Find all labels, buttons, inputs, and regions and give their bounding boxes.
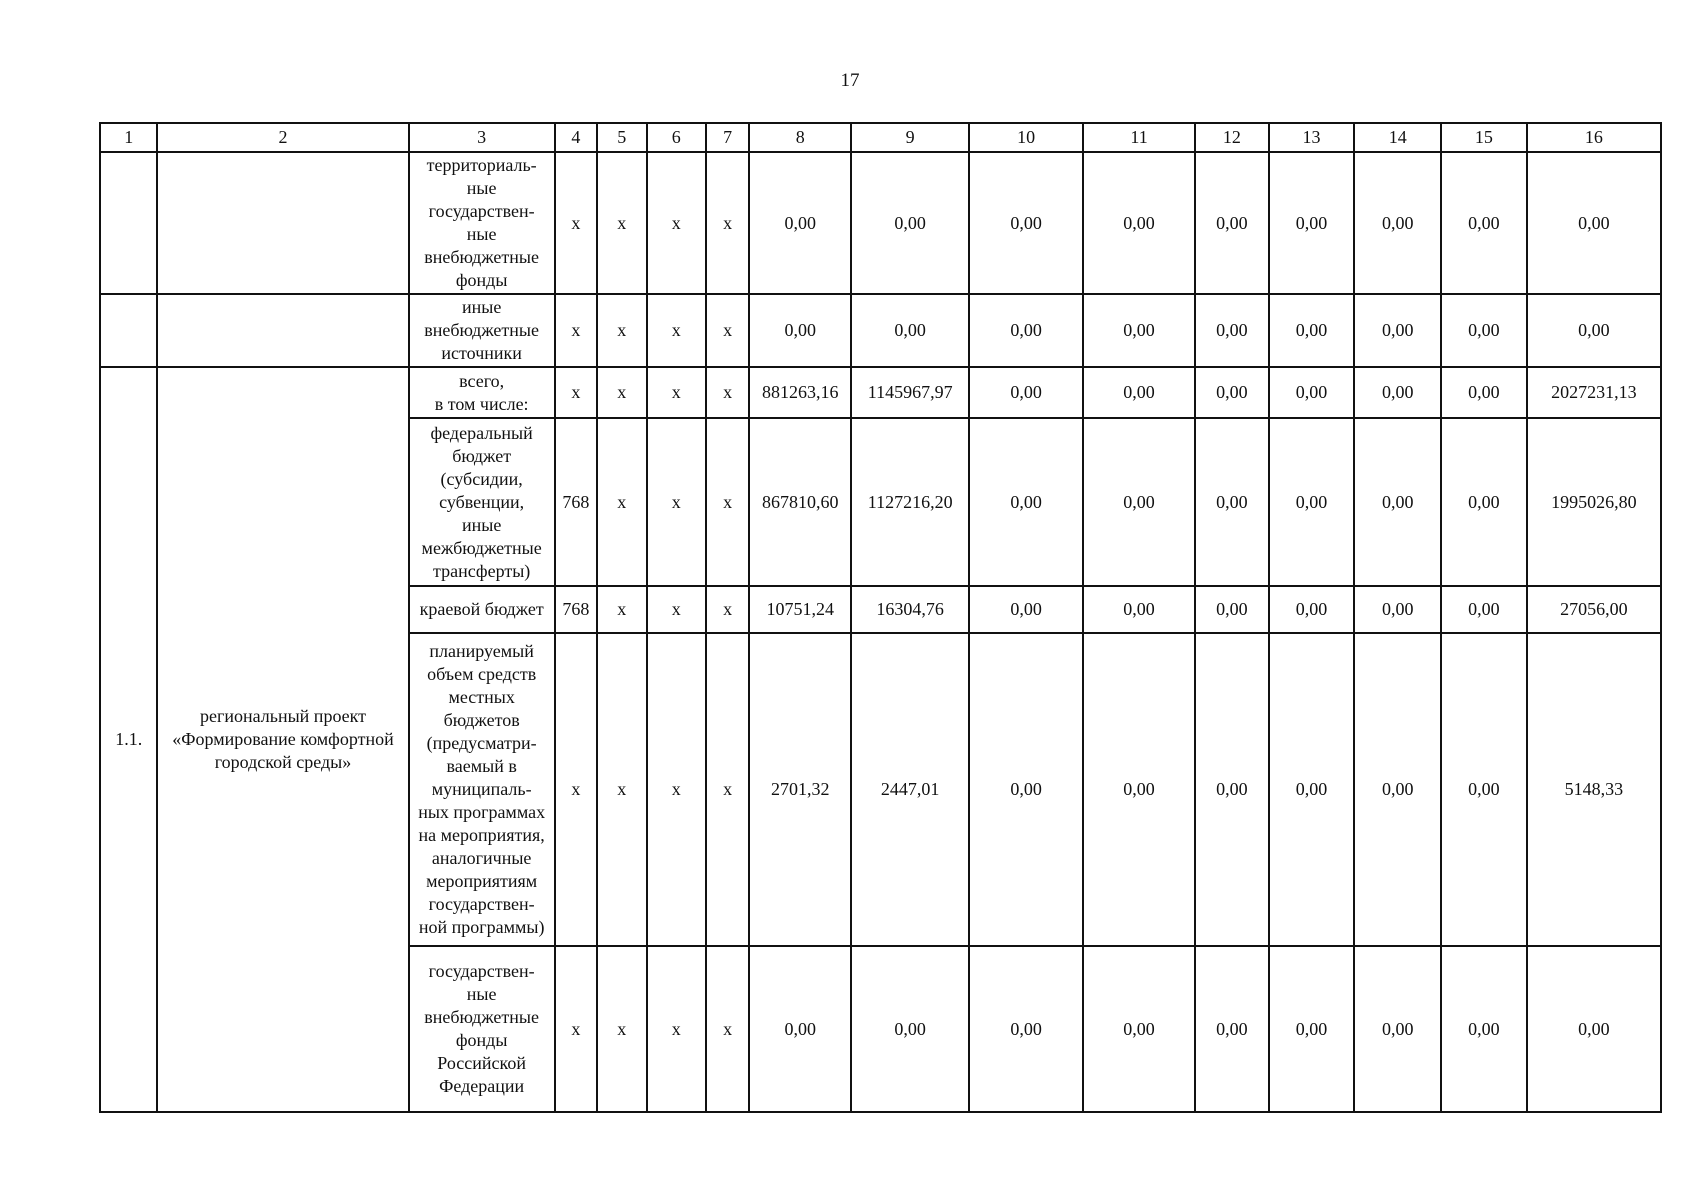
- table-row: [100, 152, 1661, 294]
- value-cell: x: [597, 152, 646, 294]
- source-line: иные: [461, 297, 502, 317]
- value-cell: 0,00: [1269, 367, 1355, 418]
- source-line: (субсидии,: [440, 468, 523, 489]
- value-cell: 0,00: [1195, 152, 1269, 294]
- value-cell: 5148,33: [1527, 633, 1661, 946]
- table-row: [100, 367, 1661, 418]
- column-header: 14: [1354, 123, 1441, 152]
- source-line: субвенции,: [439, 491, 525, 512]
- value-cell: 0,00: [969, 586, 1083, 633]
- source-line: ных программах: [418, 802, 546, 822]
- value-cell: 0,00: [1441, 367, 1527, 418]
- value-cell: 0,00: [1354, 586, 1441, 633]
- value-cell: 0,00: [1441, 152, 1527, 294]
- value-cell: 0,00: [1441, 294, 1527, 367]
- value-cell: 0,00: [1195, 946, 1269, 1112]
- value-cell: 0,00: [1083, 633, 1195, 946]
- value-cell: x: [706, 633, 749, 946]
- value-cell: 0,00: [1269, 152, 1355, 294]
- source-line: бюджетов: [443, 710, 520, 730]
- source-line: ной программы): [418, 917, 545, 937]
- funding-source-cell: [409, 586, 555, 633]
- value-cell: 0,00: [1354, 946, 1441, 1112]
- source-line: внебюджетные: [424, 320, 540, 340]
- header-row: [100, 123, 1661, 152]
- value-cell: x: [706, 152, 749, 294]
- source-line: ные: [466, 984, 497, 1004]
- table-row: [100, 294, 1661, 367]
- source-line: ные: [466, 224, 497, 244]
- column-header: 5: [597, 123, 646, 152]
- column-header: 8: [749, 123, 851, 152]
- value-cell: x: [555, 633, 597, 946]
- column-header: 2: [157, 123, 408, 152]
- value-cell: x: [647, 294, 706, 367]
- value-cell: 1127216,20: [851, 418, 969, 586]
- source-line: (предусматри-: [426, 733, 537, 753]
- funding-source-cell: [409, 946, 555, 1112]
- column-header: 15: [1441, 123, 1527, 152]
- value-cell: x: [555, 294, 597, 367]
- value-cell: 0,00: [851, 946, 969, 1112]
- value-cell: 768: [555, 418, 597, 586]
- value-cell: 0,00: [1195, 367, 1269, 418]
- value-cell: 0,00: [969, 418, 1083, 586]
- funding-source-cell: [409, 367, 555, 418]
- value-cell: 0,00: [1269, 418, 1355, 586]
- source-line: фонды: [455, 1030, 508, 1050]
- column-header: 6: [647, 123, 706, 152]
- value-cell: x: [647, 418, 706, 586]
- source-line: краевой бюджет: [419, 599, 544, 619]
- value-cell: 0,00: [1269, 633, 1355, 946]
- value-cell: x: [597, 633, 646, 946]
- value-cell: 0,00: [969, 152, 1083, 294]
- value-cell: x: [555, 152, 597, 294]
- funding-source-cell: [409, 152, 555, 294]
- value-cell: x: [706, 946, 749, 1112]
- value-cell: x: [647, 633, 706, 946]
- value-cell: x: [706, 367, 749, 418]
- column-header: 1: [100, 123, 157, 152]
- value-cell: x: [555, 367, 597, 418]
- row-number-cell: 1.1.: [100, 367, 157, 1112]
- value-cell: 0,00: [1354, 633, 1441, 946]
- source-line: межбюджетные: [421, 537, 542, 558]
- column-header: 9: [851, 123, 969, 152]
- value-cell: x: [647, 586, 706, 633]
- value-cell: x: [647, 152, 706, 294]
- value-cell: 0,00: [851, 152, 969, 294]
- value-cell: 0,00: [1083, 946, 1195, 1112]
- source-line: внебюджетные: [424, 1007, 540, 1027]
- value-cell: 0,00: [749, 152, 851, 294]
- source-line: мероприятиям: [426, 871, 538, 891]
- value-cell: x: [597, 367, 646, 418]
- value-cell: 1995026,80: [1527, 418, 1661, 586]
- row-number-cell: [100, 152, 157, 294]
- value-cell: 0,00: [749, 294, 851, 367]
- value-cell: 0,00: [1269, 946, 1355, 1112]
- source-line: государствен-: [428, 201, 535, 221]
- value-cell: 16304,76: [851, 586, 969, 633]
- value-cell: 0,00: [1195, 633, 1269, 946]
- value-cell: x: [555, 946, 597, 1112]
- value-cell: x: [597, 946, 646, 1112]
- value-cell: 0,00: [1354, 152, 1441, 294]
- value-cell: 1145967,97: [851, 367, 969, 418]
- value-cell: 0,00: [969, 633, 1083, 946]
- value-cell: 768: [555, 586, 597, 633]
- value-cell: 0,00: [1083, 418, 1195, 586]
- value-cell: 0,00: [969, 367, 1083, 418]
- source-line: внебюджетные: [424, 247, 540, 267]
- source-line: государствен-: [428, 894, 535, 914]
- source-line: территориаль-: [426, 155, 537, 175]
- value-cell: 0,00: [1269, 294, 1355, 367]
- source-line: местных: [448, 687, 515, 707]
- column-header: 4: [555, 123, 597, 152]
- value-cell: 0,00: [1083, 294, 1195, 367]
- value-cell: 0,00: [1527, 946, 1661, 1112]
- value-cell: 0,00: [1527, 294, 1661, 367]
- column-header: 11: [1083, 123, 1195, 152]
- column-header: 16: [1527, 123, 1661, 152]
- value-cell: 0,00: [749, 946, 851, 1112]
- source-line: планируемый: [429, 641, 534, 661]
- project-name-cell: региональный проект «Формирование комфортной городской среды»: [157, 367, 408, 1112]
- column-header: 7: [706, 123, 749, 152]
- source-line: всего,: [459, 370, 505, 391]
- source-line: источники: [441, 343, 522, 363]
- value-cell: 0,00: [1441, 586, 1527, 633]
- page-number: 17: [840, 70, 860, 91]
- value-cell: 0,00: [1195, 418, 1269, 586]
- value-cell: 0,00: [1527, 152, 1661, 294]
- project-name-cell: [157, 152, 408, 294]
- source-line: объем средств: [427, 664, 537, 684]
- source-line: аналогичные: [431, 848, 532, 868]
- value-cell: 0,00: [1083, 586, 1195, 633]
- value-cell: 0,00: [1083, 152, 1195, 294]
- funding-source-cell: [409, 418, 555, 586]
- source-line: ные: [466, 178, 497, 198]
- project-name-cell: [157, 294, 408, 367]
- value-cell: x: [706, 418, 749, 586]
- source-line: федеральный: [430, 422, 533, 443]
- budget-table: [99, 122, 1662, 1113]
- value-cell: 0,00: [1354, 367, 1441, 418]
- value-cell: x: [597, 586, 646, 633]
- column-header: 3: [409, 123, 555, 152]
- value-cell: x: [706, 586, 749, 633]
- value-cell: x: [597, 294, 646, 367]
- value-cell: 0,00: [1195, 294, 1269, 367]
- source-line: муниципаль-: [431, 779, 532, 799]
- value-cell: x: [706, 294, 749, 367]
- source-line: на мероприятия,: [418, 825, 545, 845]
- column-header: 10: [969, 123, 1083, 152]
- value-cell: 0,00: [1441, 633, 1527, 946]
- source-line: государствен-: [428, 961, 535, 981]
- value-cell: 0,00: [1441, 418, 1527, 586]
- value-cell: x: [647, 367, 706, 418]
- value-cell: 2701,32: [749, 633, 851, 946]
- value-cell: 867810,60: [749, 418, 851, 586]
- source-line: Федерации: [439, 1076, 525, 1096]
- value-cell: 0,00: [1083, 367, 1195, 418]
- funding-source-cell: [409, 633, 555, 946]
- column-header: 13: [1269, 123, 1355, 152]
- value-cell: 10751,24: [749, 586, 851, 633]
- value-cell: 0,00: [1441, 946, 1527, 1112]
- source-line: иные: [461, 514, 502, 535]
- value-cell: 0,00: [969, 294, 1083, 367]
- source-line: бюджет: [452, 445, 512, 466]
- source-line: ваемый в: [446, 756, 517, 776]
- value-cell: 0,00: [851, 294, 969, 367]
- value-cell: 0,00: [1195, 586, 1269, 633]
- value-cell: 0,00: [1269, 586, 1355, 633]
- value-cell: 2447,01: [851, 633, 969, 946]
- funding-source-cell: [409, 294, 555, 367]
- column-header: 12: [1195, 123, 1269, 152]
- source-line: трансферты): [433, 560, 531, 581]
- value-cell: 881263,16: [749, 367, 851, 418]
- value-cell: 0,00: [969, 946, 1083, 1112]
- value-cell: 2027231,13: [1527, 367, 1661, 418]
- source-line: Российской: [437, 1053, 526, 1073]
- value-cell: x: [647, 946, 706, 1112]
- source-line: фонды: [455, 270, 508, 290]
- value-cell: 0,00: [1354, 294, 1441, 367]
- value-cell: x: [597, 418, 646, 586]
- value-cell: 27056,00: [1527, 586, 1661, 633]
- row-number-cell: [100, 294, 157, 367]
- value-cell: 0,00: [1354, 418, 1441, 586]
- source-line: в том числе:: [434, 393, 529, 414]
